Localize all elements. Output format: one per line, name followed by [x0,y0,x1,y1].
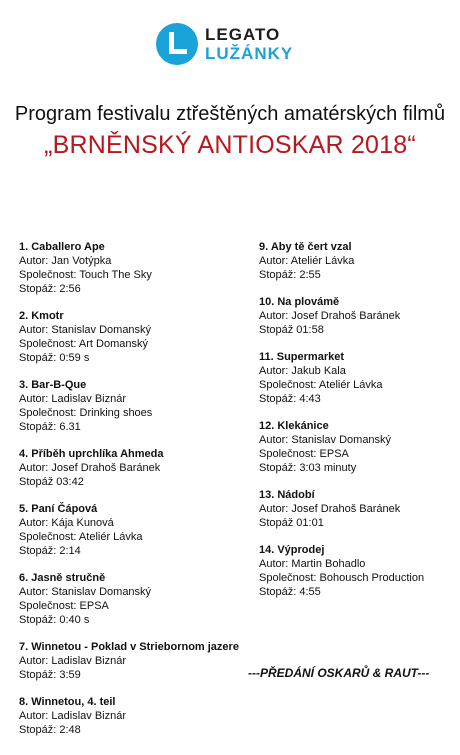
film-detail: Autor: Josef Drahoš Baránek [19,462,161,474]
logo-mark-icon [156,23,198,65]
film-title: 5. Paní Čápová [19,503,98,515]
film-detail: Stopáž 03:42 [19,476,84,488]
film-detail: Stopáž: 2:48 [19,724,81,736]
film-detail: Autor: Josef Drahoš Baránek [259,503,401,515]
film-title: 14. Výprodej [259,544,325,556]
film-detail: Stopáž: 2:55 [259,269,321,281]
film-list-right [259,240,449,612]
film-detail: Společnost: Bohousch Production [259,572,425,584]
logo-text-luzanky: LUŽÁNKY [205,44,294,63]
logo-text-legato: LEGATO [205,25,281,44]
film-entry [259,419,449,475]
film-detail: Společnost: Ateliér Lávka [259,379,383,391]
film-entry [19,502,249,558]
film-detail: Autor: Ladislav Biznár [19,710,126,722]
legato-luzanky-logo [156,22,316,66]
film-detail: Společnost: Drinking shoes [19,407,153,419]
film-entry [19,695,249,737]
film-entry [259,488,449,530]
film-detail: Společnost: Art Domanský [19,338,149,350]
film-title: 10. Na plovámě [259,296,340,308]
film-entry [19,309,249,365]
film-detail: Stopáž: 3:03 minuty [259,462,357,474]
film-entry [259,350,449,406]
film-detail: Stopáž 01:58 [259,324,324,336]
film-detail: Autor: Kája Kunová [19,517,114,529]
festival-title: „BRNĚNSKÝ ANTIOSKAR 2018“ [44,131,416,159]
film-title: 12. Klekánice [259,420,329,432]
film-detail: Stopáž: 2:14 [19,545,81,557]
film-title: 13. Nádobí [259,489,315,501]
film-title: 9. Aby tě čert vzal [259,241,352,253]
film-entry [19,640,249,682]
film-entry [19,571,249,627]
film-list-left [19,240,249,750]
film-detail: Společnost: EPSA [19,600,109,612]
film-detail: Autor: Martin Bohadlo [259,558,366,570]
film-detail: Autor: Josef Drahoš Baránek [259,310,401,322]
film-detail: Stopáž: 0:59 s [19,352,90,364]
film-detail: Stopáž: 4:43 [259,393,321,405]
film-entry [19,240,249,296]
film-detail: Autor: Stanislav Domanský [19,586,152,598]
film-title: 3. Bar-B-Que [19,379,87,391]
film-detail: Autor: Stanislav Domanský [259,434,392,446]
film-detail: Autor: Ladislav Biznár [19,655,126,667]
film-detail: Stopáž: 2:56 [19,283,81,295]
closing-note: ---PŘEDÁNÍ OSKARŮ & RAUT--- [248,666,430,680]
film-detail: Autor: Ladislav Biznár [19,393,126,405]
film-entry [19,378,249,434]
film-detail: Společnost: EPSA [259,448,349,460]
film-detail: Autor: Stanislav Domanský [19,324,152,336]
program-subtitle: Program festivalu ztřeštěných amatérských filmů [14,103,446,125]
film-title: 4. Příběh uprchlíka Ahmeda [19,448,164,460]
film-title: 6. Jasně stručně [19,572,106,584]
film-detail: Autor: Ateliér Lávka [259,255,355,267]
film-title: 7. Winnetou - Poklad v Striebornom jazere [19,641,239,653]
film-title: 1. Caballero Ape [19,241,105,253]
film-detail: Společnost: Touch The Sky [19,269,152,281]
film-detail: Autor: Jakub Kala [259,365,346,377]
film-detail: Stopáž: 0:40 s [19,614,90,626]
film-detail: Stopáž: 3:59 [19,669,81,681]
film-entry [259,240,449,282]
film-detail: Stopáž: 4:55 [259,586,321,598]
film-title: 2. Kmotr [19,310,64,322]
film-detail: Stopáž: 6.31 [19,421,81,433]
film-entry [259,295,449,337]
film-entry [259,543,449,599]
film-entry [19,447,249,489]
film-detail: Společnost: Ateliér Lávka [19,531,143,543]
film-detail: Autor: Jan Votýpka [19,255,112,267]
film-title: 11. Supermarket [259,351,344,363]
film-title: 8. Winnetou, 4. teil [19,696,116,708]
film-detail: Stopáž 01:01 [259,517,324,529]
